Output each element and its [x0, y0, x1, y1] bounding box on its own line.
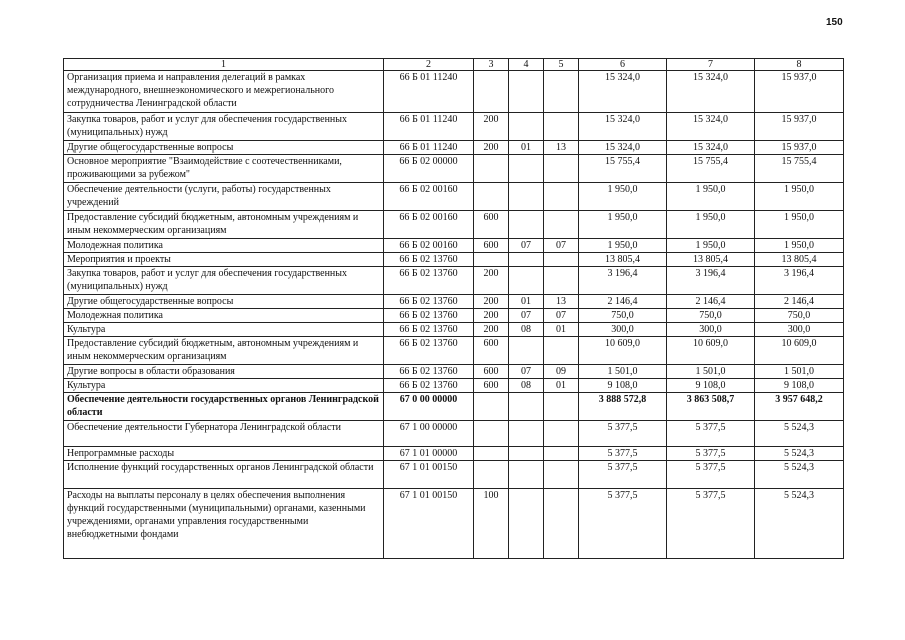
expense-type-cell: 600 [474, 365, 509, 379]
section-cell: 08 [509, 379, 544, 393]
column-header: 1 [64, 59, 384, 71]
section-cell [509, 421, 544, 447]
amount-year3-cell: 1 950,0 [755, 239, 844, 253]
amount-year1-cell: 5 377,5 [579, 447, 667, 461]
expense-type-cell [474, 253, 509, 267]
subsection-cell [544, 489, 579, 559]
amount-year3-cell: 15 755,4 [755, 155, 844, 183]
section-cell [509, 267, 544, 295]
expense-type-cell: 200 [474, 323, 509, 337]
target-code-cell: 67 1 01 00000 [384, 447, 474, 461]
amount-year3-cell: 1 501,0 [755, 365, 844, 379]
section-cell [509, 211, 544, 239]
amount-year1-cell: 1 950,0 [579, 239, 667, 253]
table-row [64, 379, 844, 393]
table-row [64, 113, 844, 141]
amount-year3-cell: 3 196,4 [755, 267, 844, 295]
table-header-row [64, 59, 844, 71]
table-row [64, 489, 844, 559]
row-name-cell: Обеспечение деятельности Губернатора Ленинградской области [64, 421, 384, 447]
section-cell: 08 [509, 323, 544, 337]
row-name-cell: Другие общегосударственные вопросы [64, 295, 384, 309]
target-code-cell: 66 Б 02 13760 [384, 267, 474, 295]
expense-type-cell [474, 71, 509, 113]
amount-year1-cell: 10 609,0 [579, 337, 667, 365]
table-row [64, 447, 844, 461]
amount-year1-cell: 3 196,4 [579, 267, 667, 295]
table-row [64, 155, 844, 183]
subsection-cell: 13 [544, 295, 579, 309]
section-cell [509, 461, 544, 489]
section-cell [509, 393, 544, 421]
expense-type-cell: 200 [474, 113, 509, 141]
amount-year1-cell: 9 108,0 [579, 379, 667, 393]
target-code-cell: 67 1 00 00000 [384, 421, 474, 447]
section-cell [509, 155, 544, 183]
expense-type-cell: 600 [474, 337, 509, 365]
amount-year1-cell: 13 805,4 [579, 253, 667, 267]
amount-year1-cell: 5 377,5 [579, 461, 667, 489]
subsection-cell [544, 393, 579, 421]
section-cell [509, 183, 544, 211]
table-row [64, 365, 844, 379]
target-code-cell: 66 Б 02 13760 [384, 295, 474, 309]
amount-year1-cell: 1 501,0 [579, 365, 667, 379]
section-cell [509, 489, 544, 559]
row-name-cell: Другие общегосударственные вопросы [64, 141, 384, 155]
column-header: 3 [474, 59, 509, 71]
expense-type-cell [474, 155, 509, 183]
target-code-cell: 66 Б 01 11240 [384, 71, 474, 113]
column-header: 5 [544, 59, 579, 71]
column-header: 7 [667, 59, 755, 71]
row-name-cell: Предоставление субсидий бюджетным, автономным учреждениям и иным некоммерческим организациям [64, 211, 384, 239]
row-name-cell: Другие вопросы в области образования [64, 365, 384, 379]
section-cell [509, 253, 544, 267]
page-number: 150 [826, 17, 843, 28]
subsection-cell [544, 421, 579, 447]
table-row [64, 393, 844, 421]
subsection-cell: 07 [544, 239, 579, 253]
section-cell [509, 337, 544, 365]
section-cell: 01 [509, 295, 544, 309]
budget-table [63, 58, 844, 559]
amount-year2-cell: 5 377,5 [667, 421, 755, 447]
amount-year2-cell: 5 377,5 [667, 489, 755, 559]
section-cell [509, 113, 544, 141]
amount-year3-cell: 5 524,3 [755, 447, 844, 461]
section-cell: 07 [509, 365, 544, 379]
section-cell [509, 447, 544, 461]
row-name-cell: Исполнение функций государственных органов Ленинградской области [64, 461, 384, 489]
amount-year2-cell: 10 609,0 [667, 337, 755, 365]
amount-year2-cell: 15 324,0 [667, 113, 755, 141]
column-header: 4 [509, 59, 544, 71]
amount-year2-cell: 15 324,0 [667, 71, 755, 113]
amount-year2-cell: 5 377,5 [667, 461, 755, 489]
amount-year3-cell: 15 937,0 [755, 71, 844, 113]
amount-year2-cell: 9 108,0 [667, 379, 755, 393]
amount-year2-cell: 3 863 508,7 [667, 393, 755, 421]
amount-year3-cell: 300,0 [755, 323, 844, 337]
expense-type-cell [474, 183, 509, 211]
row-name-cell: Закупка товаров, работ и услуг для обеспечения государственных (муниципальных) нужд [64, 267, 384, 295]
amount-year3-cell: 13 805,4 [755, 253, 844, 267]
table-row [64, 71, 844, 113]
subsection-cell [544, 155, 579, 183]
row-name-cell: Молодежная политика [64, 239, 384, 253]
expense-type-cell: 200 [474, 141, 509, 155]
target-code-cell: 67 0 00 00000 [384, 393, 474, 421]
target-code-cell: 67 1 01 00150 [384, 461, 474, 489]
table-row [64, 461, 844, 489]
subsection-cell [544, 447, 579, 461]
table-row [64, 141, 844, 155]
expense-type-cell: 200 [474, 295, 509, 309]
target-code-cell: 66 Б 01 11240 [384, 141, 474, 155]
amount-year3-cell: 2 146,4 [755, 295, 844, 309]
amount-year3-cell: 5 524,3 [755, 421, 844, 447]
amount-year2-cell: 1 950,0 [667, 183, 755, 211]
amount-year2-cell: 2 146,4 [667, 295, 755, 309]
amount-year2-cell: 15 755,4 [667, 155, 755, 183]
amount-year3-cell: 10 609,0 [755, 337, 844, 365]
amount-year3-cell: 750,0 [755, 309, 844, 323]
amount-year2-cell: 750,0 [667, 309, 755, 323]
expense-type-cell [474, 447, 509, 461]
table-row [64, 211, 844, 239]
table-row [64, 239, 844, 253]
amount-year3-cell: 3 957 648,2 [755, 393, 844, 421]
subsection-cell: 01 [544, 379, 579, 393]
expense-type-cell [474, 461, 509, 489]
expense-type-cell: 600 [474, 379, 509, 393]
expense-type-cell [474, 421, 509, 447]
table-row [64, 421, 844, 447]
subsection-cell: 09 [544, 365, 579, 379]
amount-year1-cell: 300,0 [579, 323, 667, 337]
subsection-cell [544, 337, 579, 365]
amount-year1-cell: 1 950,0 [579, 211, 667, 239]
target-code-cell: 67 1 01 00150 [384, 489, 474, 559]
row-name-cell: Основное мероприятие "Взаимодействие с соотечественниками, проживающими за рубежом" [64, 155, 384, 183]
expense-type-cell: 600 [474, 211, 509, 239]
subsection-cell [544, 113, 579, 141]
amount-year2-cell: 1 950,0 [667, 211, 755, 239]
expense-type-cell: 600 [474, 239, 509, 253]
section-cell: 07 [509, 309, 544, 323]
amount-year2-cell: 5 377,5 [667, 447, 755, 461]
amount-year3-cell: 15 937,0 [755, 141, 844, 155]
target-code-cell: 66 Б 02 00160 [384, 183, 474, 211]
amount-year1-cell: 5 377,5 [579, 489, 667, 559]
subsection-cell [544, 71, 579, 113]
amount-year3-cell: 9 108,0 [755, 379, 844, 393]
section-cell: 01 [509, 141, 544, 155]
amount-year3-cell: 1 950,0 [755, 211, 844, 239]
amount-year2-cell: 15 324,0 [667, 141, 755, 155]
expense-type-cell: 100 [474, 489, 509, 559]
table-row [64, 267, 844, 295]
expense-type-cell: 200 [474, 309, 509, 323]
target-code-cell: 66 Б 02 13760 [384, 323, 474, 337]
amount-year2-cell: 1 501,0 [667, 365, 755, 379]
target-code-cell: 66 Б 01 11240 [384, 113, 474, 141]
amount-year2-cell: 300,0 [667, 323, 755, 337]
column-header: 2 [384, 59, 474, 71]
table-row [64, 295, 844, 309]
row-name-cell: Мероприятия и проекты [64, 253, 384, 267]
table-row [64, 183, 844, 211]
table-row [64, 323, 844, 337]
target-code-cell: 66 Б 02 13760 [384, 365, 474, 379]
target-code-cell: 66 Б 02 13760 [384, 309, 474, 323]
subsection-cell: 13 [544, 141, 579, 155]
amount-year1-cell: 15 324,0 [579, 71, 667, 113]
target-code-cell: 66 Б 02 13760 [384, 379, 474, 393]
amount-year1-cell: 15 755,4 [579, 155, 667, 183]
row-name-cell: Культура [64, 379, 384, 393]
amount-year3-cell: 1 950,0 [755, 183, 844, 211]
row-name-cell: Расходы на выплаты персоналу в целях обеспечения выполнения функций государственными (муниципальными) органами, казенными учреждениями, органами управления государственными внебюджетными фондами [64, 489, 384, 559]
amount-year2-cell: 1 950,0 [667, 239, 755, 253]
expense-type-cell: 200 [474, 267, 509, 295]
subsection-cell [544, 211, 579, 239]
table-row [64, 253, 844, 267]
table-row [64, 337, 844, 365]
amount-year1-cell: 2 146,4 [579, 295, 667, 309]
subsection-cell [544, 461, 579, 489]
target-code-cell: 66 Б 02 00160 [384, 211, 474, 239]
column-header: 8 [755, 59, 844, 71]
amount-year1-cell: 1 950,0 [579, 183, 667, 211]
target-code-cell: 66 Б 02 00160 [384, 239, 474, 253]
target-code-cell: 66 Б 02 00000 [384, 155, 474, 183]
target-code-cell: 66 Б 02 13760 [384, 337, 474, 365]
subsection-cell [544, 267, 579, 295]
amount-year3-cell: 15 937,0 [755, 113, 844, 141]
amount-year2-cell: 3 196,4 [667, 267, 755, 295]
section-cell [509, 71, 544, 113]
table-row [64, 309, 844, 323]
target-code-cell: 66 Б 02 13760 [384, 253, 474, 267]
subsection-cell: 01 [544, 323, 579, 337]
subsection-cell [544, 253, 579, 267]
amount-year1-cell: 750,0 [579, 309, 667, 323]
amount-year1-cell: 15 324,0 [579, 141, 667, 155]
amount-year3-cell: 5 524,3 [755, 461, 844, 489]
amount-year1-cell: 15 324,0 [579, 113, 667, 141]
expense-type-cell [474, 393, 509, 421]
row-name-cell: Молодежная политика [64, 309, 384, 323]
amount-year3-cell: 5 524,3 [755, 489, 844, 559]
subsection-cell: 07 [544, 309, 579, 323]
row-name-cell: Закупка товаров, работ и услуг для обеспечения государственных (муниципальных) нужд [64, 113, 384, 141]
column-header: 6 [579, 59, 667, 71]
amount-year1-cell: 5 377,5 [579, 421, 667, 447]
row-name-cell: Непрограммные расходы [64, 447, 384, 461]
row-name-cell: Обеспечение деятельности государственных органов Ленинградской области [64, 393, 384, 421]
amount-year2-cell: 13 805,4 [667, 253, 755, 267]
row-name-cell: Обеспечение деятельности (услуги, работы) государственных учреждений [64, 183, 384, 211]
row-name-cell: Культура [64, 323, 384, 337]
subsection-cell [544, 183, 579, 211]
amount-year1-cell: 3 888 572,8 [579, 393, 667, 421]
row-name-cell: Предоставление субсидий бюджетным, автономным учреждениям и иным некоммерческим организациям [64, 337, 384, 365]
section-cell: 07 [509, 239, 544, 253]
row-name-cell: Организация приема и направления делегаций в рамках международного, внешнеэкономического и межрегионального сотрудничества Ленинградской области [64, 71, 384, 113]
